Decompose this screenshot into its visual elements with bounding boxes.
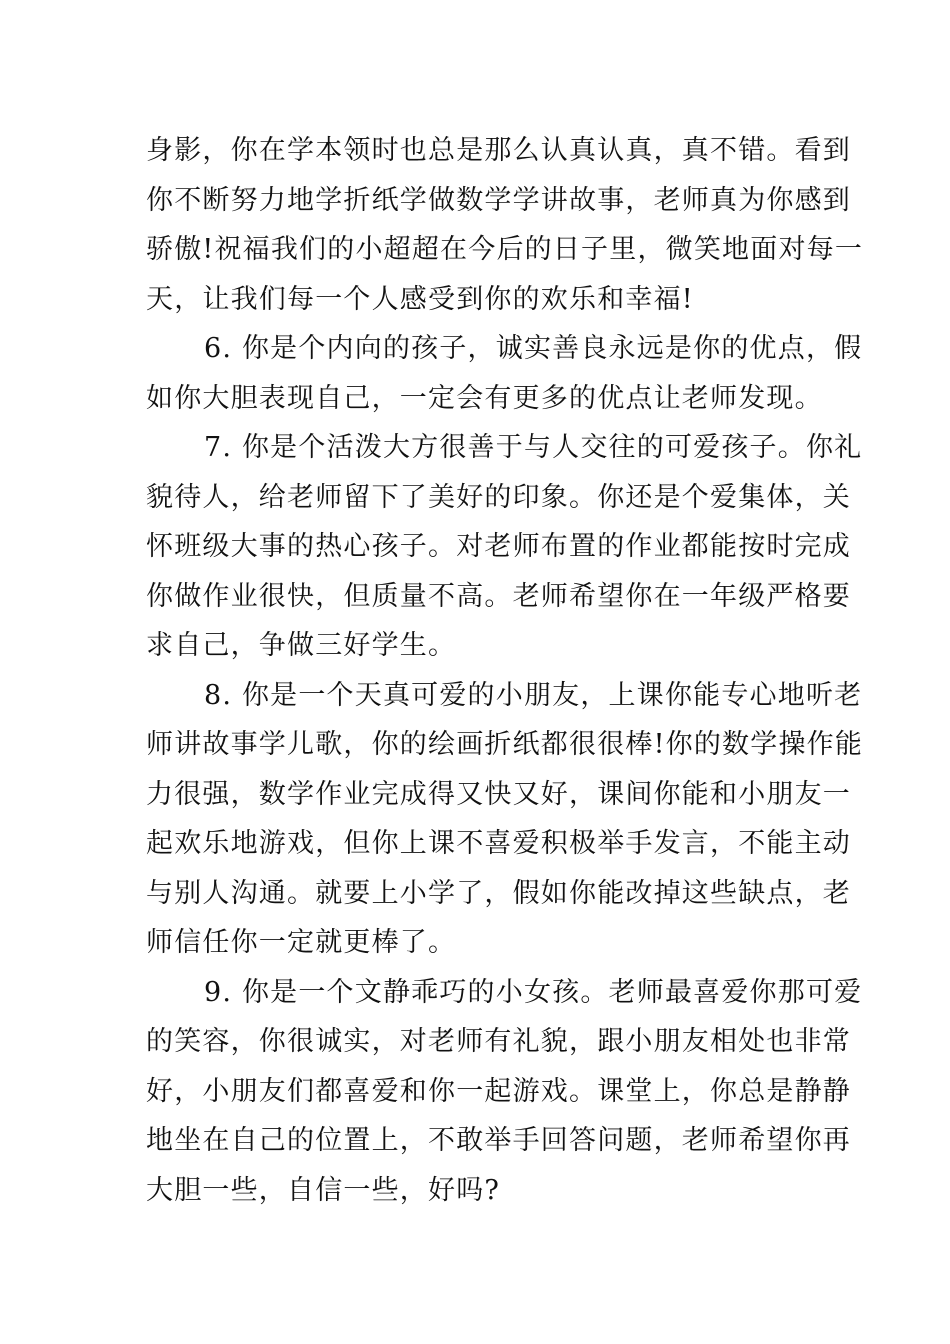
text-line: 骄傲!祝福我们的小超超在今后的日子里，微笑地面对每一 bbox=[146, 234, 864, 265]
paragraph-item-9 bbox=[146, 968, 863, 1216]
text-line: 你不断努力地学折纸学做数学学讲故事，老师真为你感到 bbox=[146, 184, 851, 216]
text-line: 大胆一些，自信一些，好吗? bbox=[146, 1174, 501, 1206]
text-line: 貌待人，给老师留下了美好的印象。你还是个爱集体，关 bbox=[146, 481, 851, 513]
paragraph-continuation bbox=[146, 126, 864, 324]
text-line: 7. 你是个活泼大方很善于与人交往的可爱孩子。你礼 bbox=[204, 432, 863, 463]
text-line: 起欢乐地游戏，但你上课不喜爱积极举手发言，不能主动 bbox=[146, 828, 851, 859]
text-line: 9. 你是一个文静乖巧的小女孩。老师最喜爱你那可爱 bbox=[204, 976, 863, 1008]
text-line: 力很强，数学作业完成得又快又好，课间你能和小朋友一 bbox=[146, 778, 851, 810]
text-line: 如你大胆表现自己，一定会有更多的优点让老师发现。 bbox=[146, 382, 823, 414]
text-line: 身影，你在学本领时也总是那么认真认真，真不错。看到 bbox=[146, 135, 851, 166]
text-line: 怀班级大事的热心孩子。对老师布置的作业都能按时完成 bbox=[146, 531, 851, 562]
document-body bbox=[146, 126, 864, 1215]
paragraph-item-8 bbox=[146, 671, 864, 968]
text-line: 求自己，争做三好学生。 bbox=[146, 630, 457, 661]
text-line: 师讲故事学儿歌，你的绘画折纸都很很棒!你的数学操作能 bbox=[146, 729, 864, 760]
text-line: 6. 你是个内向的孩子，诚实善良永远是你的优点，假 bbox=[204, 333, 863, 364]
text-line: 地坐在自己的位置上，不敢举手回答问题，老师希望你再 bbox=[146, 1125, 851, 1156]
text-line: 的笑容，你很诚实，对老师有礼貌，跟小朋友相处也非常 bbox=[146, 1026, 851, 1057]
text-line: 好，小朋友们都喜爱和你一起游戏。课堂上，你总是静静 bbox=[146, 1075, 851, 1107]
text-line: 师信任你一定就更棒了。 bbox=[146, 927, 457, 958]
text-line: 天，让我们每一个人感受到你的欢乐和幸福! bbox=[146, 283, 694, 315]
paragraph-item-6 bbox=[146, 324, 863, 423]
paragraph-item-7 bbox=[146, 423, 863, 671]
text-line: 你做作业很快，但质量不高。老师希望你在一年级严格要 bbox=[146, 580, 851, 612]
text-line: 8. 你是一个天真可爱的小朋友，上课你能专心地听老 bbox=[204, 679, 863, 711]
text-line: 与别人沟通。就要上小学了，假如你能改掉这些缺点，老 bbox=[146, 877, 851, 909]
